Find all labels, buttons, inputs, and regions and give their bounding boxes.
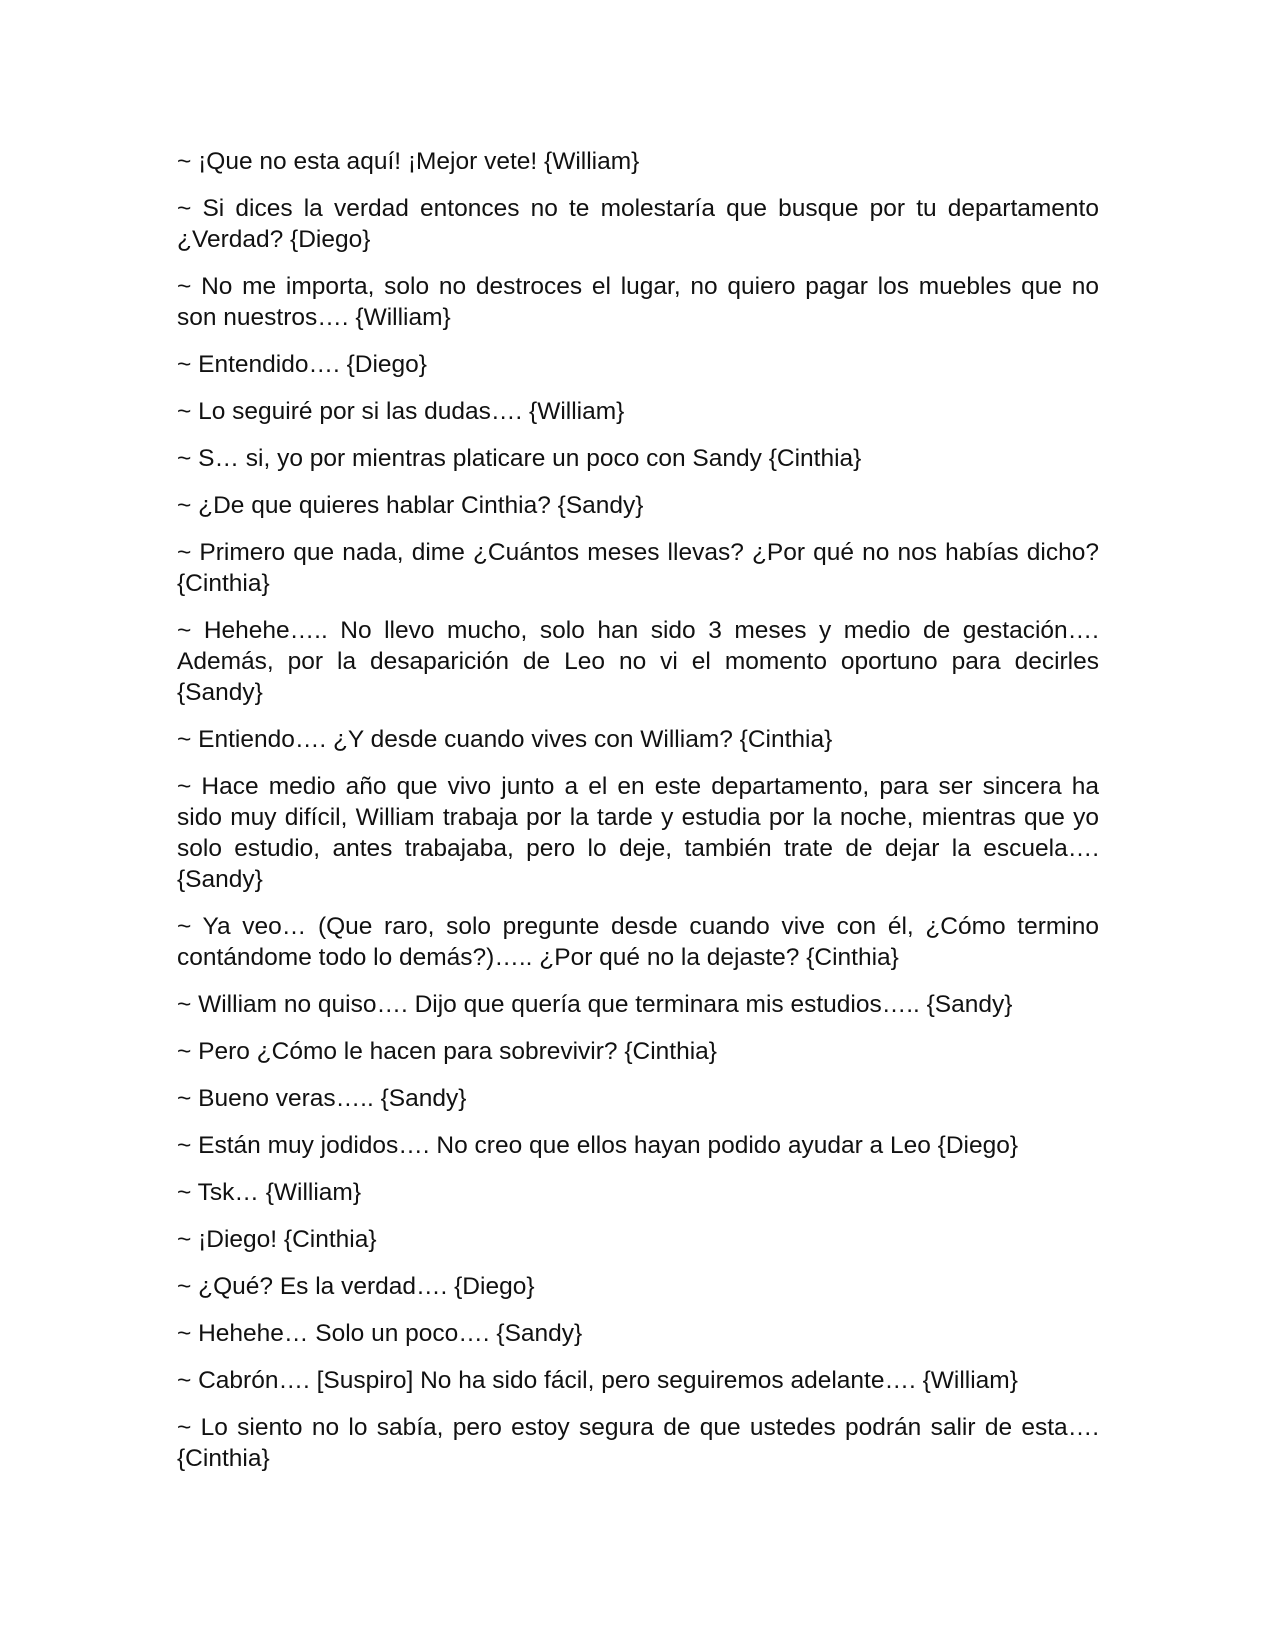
dialogue-line: ~ ¡Que no esta aquí! ¡Mejor vete! {William}: [177, 148, 640, 175]
dialogue-line: ~ Entiendo…. ¿Y desde cuando vives con William? {Cinthia}: [177, 726, 833, 753]
dialogue-line: ~ Lo seguiré por si las dudas…. {William}: [177, 398, 625, 425]
dialogue-line: ~ S… si, yo por mientras platicare un poco con Sandy {Cinthia}: [177, 445, 862, 472]
dialogue-line: ~ Cabrón…. [Suspiro] No ha sido fácil, pero seguiremos adelante…. {William}: [177, 1367, 1018, 1394]
dialogue-line: ~ William no quiso…. Dijo que quería que terminara mis estudios….. {Sandy}: [177, 991, 1013, 1018]
dialogue-line: ~ Entendido…. {Diego}: [177, 351, 427, 378]
document-page: [177, 146, 1099, 1490]
dialogue-line: ~ Están muy jodidos…. No creo que ellos hayan podido ayudar a Leo {Diego}: [177, 1132, 1019, 1159]
dialogue-line: ~ Hehehe… Solo un poco…. {Sandy}: [177, 1320, 583, 1347]
dialogue-line: ~ Tsk… {William}: [177, 1179, 362, 1206]
dialogue-line: ~ Hehehe….. No llevo mucho, solo han sido 3 meses y medio de gestación…. Además, por la desaparición de Leo no vi el momento oportuno para decirles {Sandy}: [177, 617, 1099, 706]
dialogue-line: ~ Hace medio año que vivo junto a el en este departamento, para ser sincera ha sido muy difícil, William trabaja por la tarde y estudia por la noche, mientras que yo solo estudio, antes trabajaba, pero lo deje, también trate de dejar la escuela…. {Sandy}: [177, 773, 1099, 893]
dialogue-line: ~ Bueno veras….. {Sandy}: [177, 1085, 467, 1112]
dialogue-line: ~ Pero ¿Cómo le hacen para sobrevivir? {Cinthia}: [177, 1038, 717, 1065]
dialogue-line: ~ No me importa, solo no destroces el lugar, no quiero pagar los muebles que no son nuestros…. {William}: [177, 273, 1099, 331]
dialogue-line: ~ Primero que nada, dime ¿Cuántos meses llevas? ¿Por qué no nos habías dicho? {Cinthia}: [177, 539, 1099, 597]
dialogue-line: ~ Si dices la verdad entonces no te molestaría que busque por tu departamento ¿Verdad? {Diego}: [177, 195, 1099, 253]
dialogue-line: ~ Ya veo… (Que raro, solo pregunte desde cuando vive con él, ¿Cómo termino contándome todo lo demás?)….. ¿Por qué no la dejaste? {Cinthia}: [177, 913, 1099, 971]
dialogue-line: ~ Lo siento no lo sabía, pero estoy segura de que ustedes podrán salir de esta…. {Cinthia}: [177, 1414, 1099, 1472]
dialogue-line: ~ ¿Qué? Es la verdad…. {Diego}: [177, 1273, 535, 1300]
dialogue-line: ~ ¿De que quieres hablar Cinthia? {Sandy}: [177, 492, 644, 519]
dialogue-line: ~ ¡Diego! {Cinthia}: [177, 1226, 377, 1253]
